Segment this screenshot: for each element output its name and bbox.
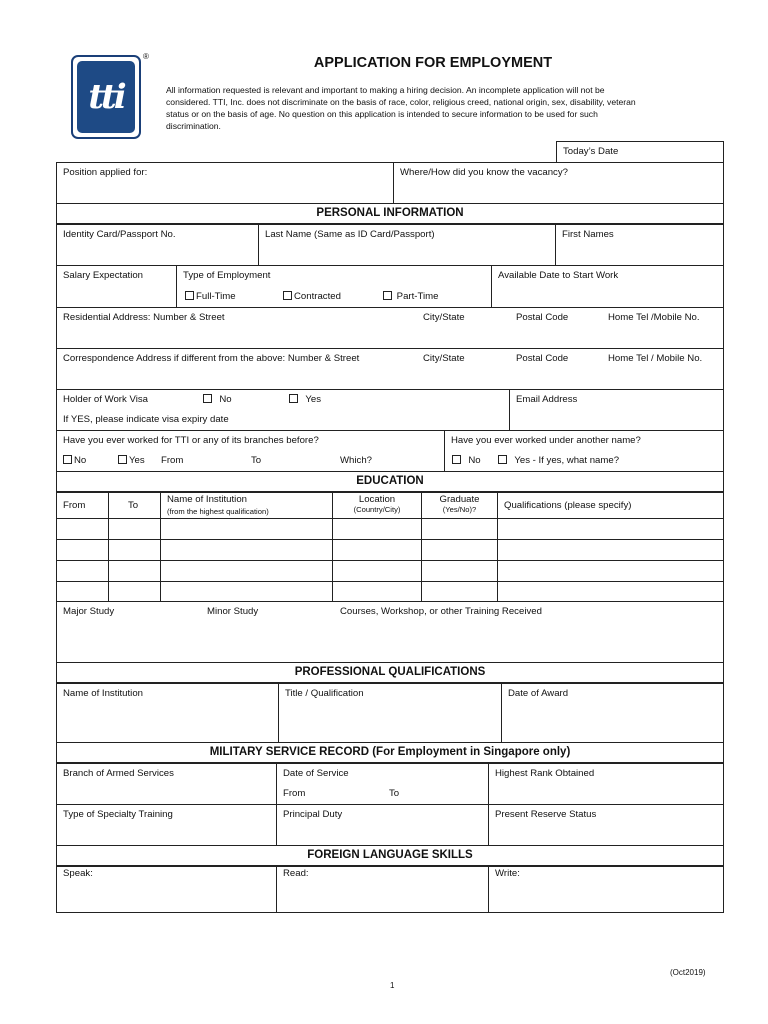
full-time-option[interactable]: Full-Time xyxy=(185,291,236,302)
city-state-label: City/State xyxy=(423,312,465,323)
service-from-label: From xyxy=(283,788,306,799)
available-date-field[interactable] xyxy=(491,265,724,308)
write-field[interactable] xyxy=(488,866,724,913)
reserve-label: Present Reserve Status xyxy=(495,809,597,820)
checkbox-icon[interactable] xyxy=(63,455,72,464)
edu-col-institution: Name of Institution (from the highest qualification) xyxy=(160,492,333,519)
education-heading: EDUCATION xyxy=(56,471,724,492)
registered-mark: ® xyxy=(143,52,149,61)
intro-line: discrimination. xyxy=(166,121,221,131)
available-date-label: Available Date to Start Work xyxy=(498,270,619,281)
email-label: Email Address xyxy=(516,394,578,405)
rank-field[interactable] xyxy=(488,763,724,805)
prof-date-field[interactable] xyxy=(501,683,724,743)
worked-tti-from-label: From xyxy=(161,455,184,466)
edu-table-cell[interactable] xyxy=(421,518,498,540)
specialty-label: Type of Specialty Training xyxy=(63,809,173,820)
duty-field[interactable] xyxy=(276,804,489,846)
first-names-field[interactable] xyxy=(555,224,724,266)
position-applied-field[interactable] xyxy=(56,162,394,204)
home-tel-label: Home Tel /Mobile No. xyxy=(608,312,700,323)
last-name-label: Last Name (Same as ID Card/Passport) xyxy=(265,229,435,240)
intro-line: All information requested is relevant and important to making a hiring decision. An incomplete application will not be xyxy=(166,85,605,95)
edu-table-cell[interactable] xyxy=(332,560,422,582)
read-field[interactable] xyxy=(276,866,489,913)
courses-label: Courses, Workshop, or other Training Received xyxy=(340,606,542,617)
vacancy-source-field[interactable] xyxy=(393,162,724,204)
date-service-label: Date of Service xyxy=(283,768,349,779)
edu-table-cell[interactable] xyxy=(160,560,333,582)
vacancy-source-label: Where/How did you know the vacancy? xyxy=(400,167,568,178)
edu-col-to: To xyxy=(108,492,161,519)
edu-table-cell[interactable] xyxy=(497,539,724,561)
work-visa-label: Holder of Work Visa xyxy=(63,394,148,405)
prof-institution-field[interactable] xyxy=(56,683,279,743)
contracted-option[interactable]: Contracted xyxy=(283,291,341,302)
todays-date-field[interactable] xyxy=(556,141,724,163)
edu-col-location: Location (Country/City) xyxy=(332,492,422,519)
postal-code-label: Postal Code xyxy=(516,312,569,323)
prof-date-label: Date of Award xyxy=(508,688,569,699)
edu-table-cell[interactable] xyxy=(497,560,724,582)
edu-table-cell[interactable] xyxy=(160,581,333,603)
military-heading: MILITARY SERVICE RECORD (For Employment in Singapore only) xyxy=(56,742,724,763)
visa-yes-option[interactable]: Yes xyxy=(289,394,321,405)
part-time-option[interactable]: Part-Time xyxy=(383,291,438,302)
prof-title-field[interactable] xyxy=(278,683,502,743)
edu-table-cell[interactable] xyxy=(497,581,724,603)
edu-table-cell[interactable] xyxy=(332,581,422,603)
write-label: Write: xyxy=(495,868,520,879)
worked-tti-field xyxy=(56,430,445,472)
language-heading: FOREIGN LANGUAGE SKILLS xyxy=(56,845,724,866)
intro-line: status or on the basis of age. No question on this application is intended to secure information to be used for such xyxy=(166,109,598,119)
intro-paragraph xyxy=(166,84,699,132)
study-courses-field[interactable] xyxy=(56,601,724,663)
edu-table-cell[interactable] xyxy=(108,581,161,603)
edu-table-cell[interactable] xyxy=(332,518,422,540)
edu-table-cell[interactable] xyxy=(332,539,422,561)
duty-label: Principal Duty xyxy=(283,809,343,820)
correspondence-address-label: Correspondence Address if different from the above: Number & Street xyxy=(63,353,360,364)
edu-col-qualifications: Qualifications (please specify) xyxy=(497,492,724,519)
checkbox-icon[interactable] xyxy=(118,455,127,464)
major-study-label: Major Study xyxy=(63,606,115,617)
edu-table-cell[interactable] xyxy=(160,539,333,561)
edu-table-cell[interactable] xyxy=(160,518,333,540)
date-service-field[interactable] xyxy=(276,763,489,805)
first-names-label: First Names xyxy=(562,229,614,240)
edu-table-cell[interactable] xyxy=(108,560,161,582)
residential-address-field[interactable] xyxy=(56,307,724,349)
rank-label: Highest Rank Obtained xyxy=(495,768,595,779)
version-label: (Oct2019) xyxy=(670,968,706,977)
edu-table-cell[interactable] xyxy=(108,518,161,540)
home-tel-label: Home Tel / Mobile No. xyxy=(608,353,703,364)
logo-text: tti xyxy=(77,61,135,133)
speak-label: Speak: xyxy=(63,868,93,879)
work-visa-field xyxy=(56,389,510,431)
worked-tti-no-option[interactable]: No xyxy=(63,455,86,466)
personal-info-heading: PERSONAL INFORMATION xyxy=(56,203,724,224)
edu-table-cell[interactable] xyxy=(421,581,498,603)
other-name-yes-option[interactable]: Yes - If yes, what name? xyxy=(498,455,619,466)
other-name-label: Have you ever worked under another name? xyxy=(451,435,641,446)
city-state-label: City/State xyxy=(423,353,465,364)
edu-col-from: From xyxy=(56,492,109,519)
page-number: 1 xyxy=(390,981,395,990)
id-passport-field[interactable] xyxy=(56,224,259,266)
checkbox-icon[interactable] xyxy=(283,291,292,300)
residential-address-label: Residential Address: Number & Street xyxy=(63,312,225,323)
edu-table-cell[interactable] xyxy=(56,539,109,561)
edu-table-cell[interactable] xyxy=(421,539,498,561)
read-label: Read: xyxy=(283,868,309,879)
prof-institution-label: Name of Institution xyxy=(63,688,143,699)
edu-table-cell[interactable] xyxy=(108,539,161,561)
company-logo xyxy=(71,55,141,139)
prof-title-label: Title / Qualification xyxy=(285,688,364,699)
speak-field[interactable] xyxy=(56,866,277,913)
edu-table-cell[interactable] xyxy=(56,518,109,540)
specialty-field[interactable] xyxy=(56,804,277,846)
id-passport-label: Identity Card/Passport No. xyxy=(63,229,176,240)
visa-expiry-label: If YES, please indicate visa expiry date xyxy=(63,414,229,425)
salary-field[interactable] xyxy=(56,265,177,308)
correspondence-address-field[interactable] xyxy=(56,348,724,390)
employment-type-field xyxy=(176,265,492,308)
intro-line: considered. TTI, Inc. does not discriminate on the basis of race, color, religious creed, national origin, sex, disability, veteran xyxy=(166,97,636,107)
employment-type-label: Type of Employment xyxy=(183,270,271,281)
branch-field[interactable] xyxy=(56,763,277,805)
postal-code-label: Postal Code xyxy=(516,353,569,364)
last-name-field[interactable] xyxy=(258,224,556,266)
edu-col-graduate: Graduate (Yes/No)? xyxy=(421,492,498,519)
edu-table-cell[interactable] xyxy=(56,560,109,582)
professional-heading: PROFESSIONAL QUALIFICATIONS xyxy=(56,662,724,683)
worked-tti-label: Have you ever worked for TTI or any of its branches before? xyxy=(63,435,319,446)
worked-tti-which-label: Which? xyxy=(340,455,372,466)
salary-label: Salary Expectation xyxy=(63,270,143,281)
checkbox-icon[interactable] xyxy=(289,394,298,403)
reserve-field[interactable] xyxy=(488,804,724,846)
minor-study-label: Minor Study xyxy=(207,606,259,617)
page-title: APPLICATION FOR EMPLOYMENT xyxy=(313,55,553,71)
branch-label: Branch of Armed Services xyxy=(63,768,174,779)
edu-table-cell[interactable] xyxy=(421,560,498,582)
service-to-label: To xyxy=(389,788,400,799)
worked-tti-to-label: To xyxy=(251,455,262,466)
checkbox-icon[interactable] xyxy=(452,455,461,464)
visa-no-option[interactable]: No xyxy=(203,394,232,405)
checkbox-icon[interactable] xyxy=(185,291,194,300)
worked-tti-yes-option[interactable]: Yes xyxy=(118,455,145,466)
checkbox-icon[interactable] xyxy=(383,291,392,300)
checkbox-icon[interactable] xyxy=(203,394,212,403)
position-applied-label: Position applied for: xyxy=(63,167,148,178)
todays-date-label: Today’s Date xyxy=(563,146,619,157)
other-name-no-option[interactable]: No xyxy=(452,455,481,466)
checkbox-icon[interactable] xyxy=(498,455,507,464)
email-field[interactable] xyxy=(509,389,724,431)
edu-table-cell[interactable] xyxy=(56,581,109,603)
other-name-field xyxy=(444,430,724,472)
edu-table-cell[interactable] xyxy=(497,518,724,540)
